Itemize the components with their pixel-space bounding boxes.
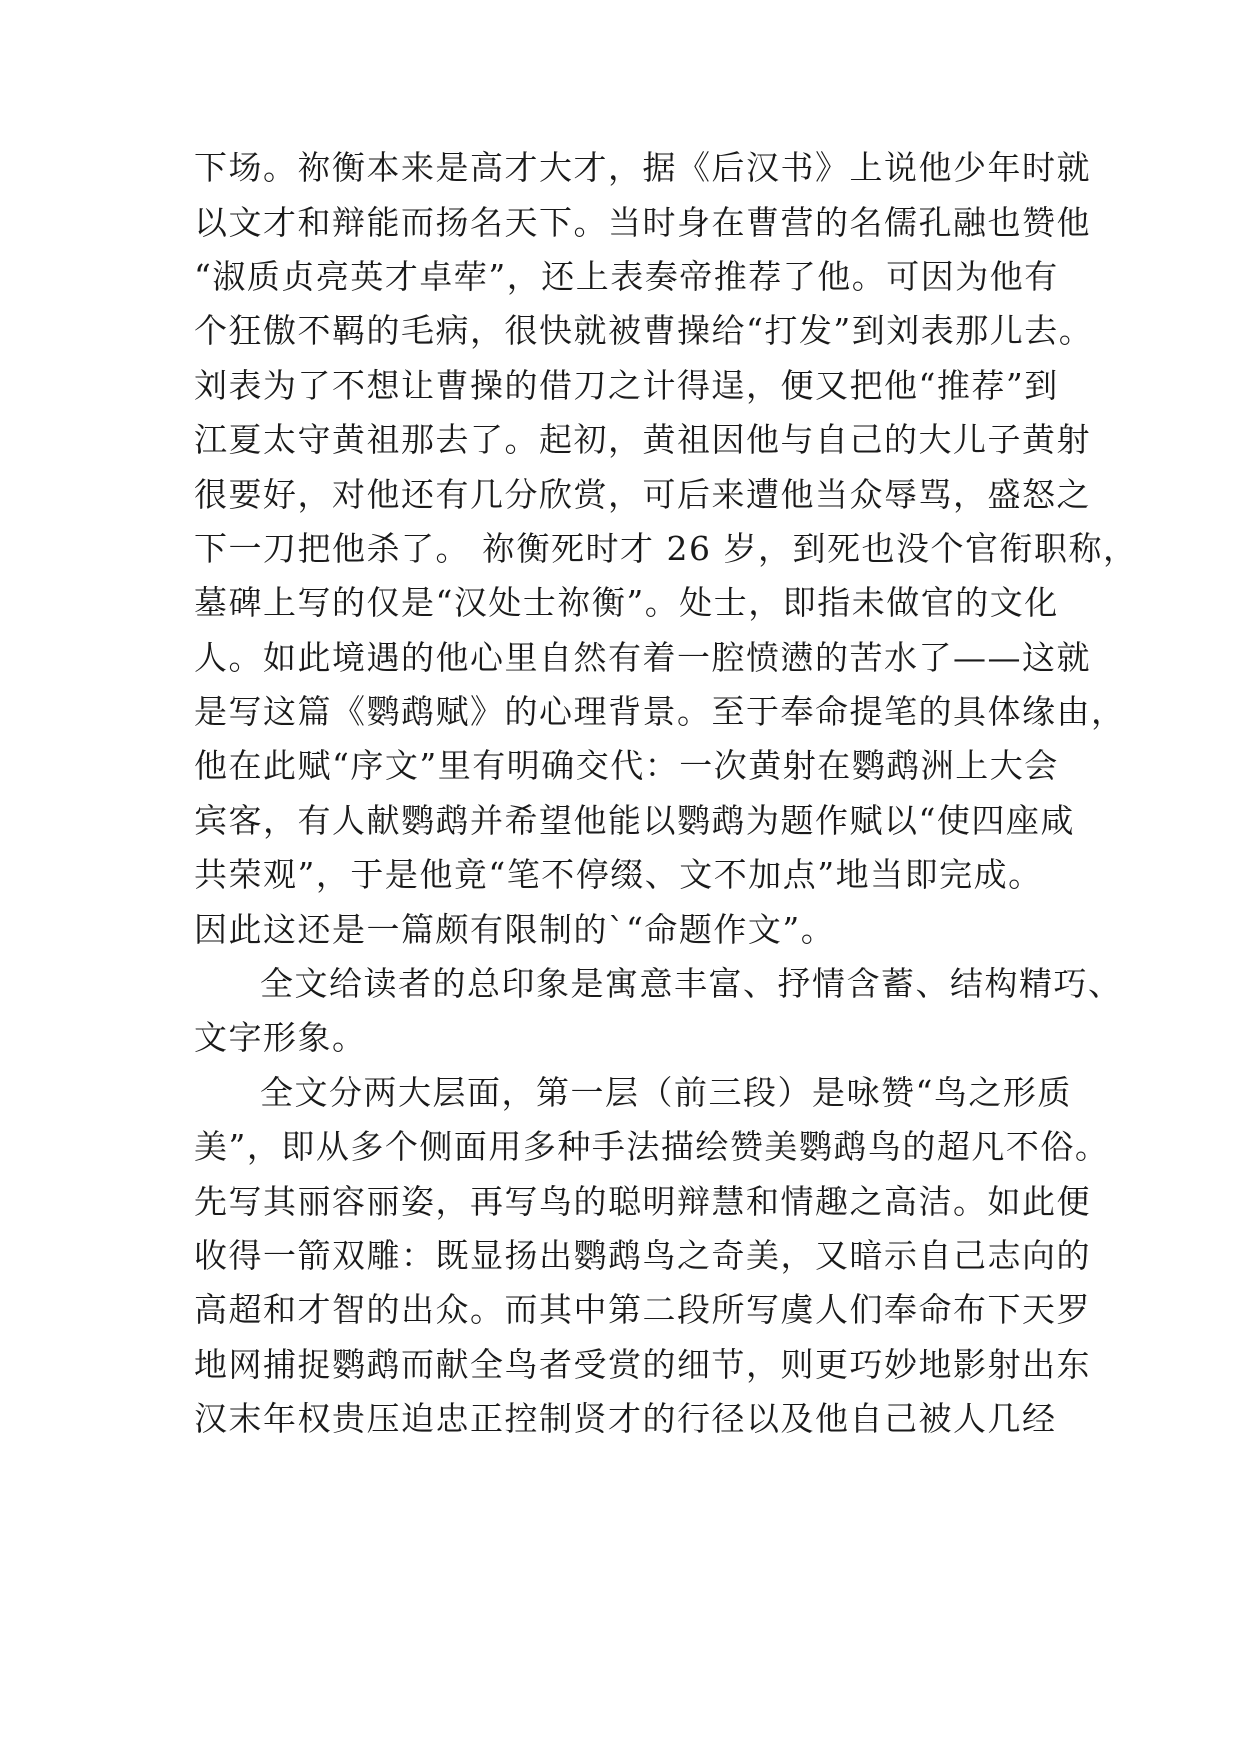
text-line: 刘表为了不想让曹操的借刀之计得逞，便又把他“推荐”到 [194, 366, 1059, 405]
text-line: 个狂傲不羁的毛病，很快就被曹操给“打发”到刘表那儿去。 [194, 311, 1094, 350]
text-line: 美”，即从多个侧面用多种手法描绘赞美鹦鹉鸟的超凡不俗。 [194, 1127, 1110, 1166]
text-line: 先写其丽容丽姿，再写鸟的聪明辩慧和情趣之高洁。如此便 [194, 1182, 1091, 1221]
text-line: 宾客，有人献鹦鹉并希望他能以鹦鹉为题作赋以“使四座咸 [194, 801, 1075, 840]
text-line: 汉末年权贵压迫忠正控制贤才的行径以及他自己被人几经 [194, 1399, 1057, 1438]
text-line: 人。如此境遇的他心里自然有着一腔愤懑的苦水了——这就 [194, 638, 1091, 677]
text-line: 高超和才智的出众。而其中第二段所写虞人们奉命布下天罗 [194, 1290, 1091, 1329]
text-line: 因此这还是一篇颇有限制的`“命题作文”。 [194, 910, 836, 949]
text-line: 文字形象。 [194, 1018, 367, 1057]
text-line: 收得一箭双雕：既显扬出鹦鹉鸟之奇美，又暗示自己志向的 [194, 1236, 1091, 1275]
paragraph-first-line: 全文分两大层面，第一层（前三段）是咏赞“鸟之形质 [260, 1073, 1072, 1112]
text-line: 共荣观”，于是他竟“笔不停缀、文不加点”地当即完成。 [194, 855, 1043, 894]
paragraph-first-line: 全文给读者的总印象是寓意丰富、抒情含蓄、结构精巧、 [260, 964, 1123, 1003]
text-line: 墓碑上写的仅是“汉处士祢衡”。处士，即指未做官的文化 [194, 583, 1059, 622]
text-line: 他在此赋“序文”里有明确交代：一次黄射在鹦鹉洲上大会 [194, 746, 1059, 785]
text-line: 江夏太守黄祖那去了。起初，黄祖因他与自己的大儿子黄射 [194, 420, 1091, 459]
text-line: 以文才和辩能而扬名天下。当时身在曹营的名儒孔融也赞他 [194, 203, 1091, 242]
text-line: 下一刀把他杀了。 祢衡死时才 26 岁，到死也没个官衔职称， [194, 529, 1138, 568]
text-line: 地网捕捉鹦鹉而献全鸟者受赏的细节，则更巧妙地影射出东 [194, 1345, 1091, 1384]
text-line: 是写这篇《鹦鹉赋》的心理背景。至于奉命提笔的具体缘由， [194, 692, 1126, 731]
text-line: 下场。祢衡本来是高才大才，据《后汉书》上说他少年时就 [194, 148, 1091, 187]
text-line: 很要好，对他还有几分欣赏，可后来遭他当众辱骂，盛怒之 [194, 475, 1091, 514]
text-line: “淑质贞亮英才卓荦”，还上表奏帝推荐了他。可因为他有 [194, 257, 1059, 296]
